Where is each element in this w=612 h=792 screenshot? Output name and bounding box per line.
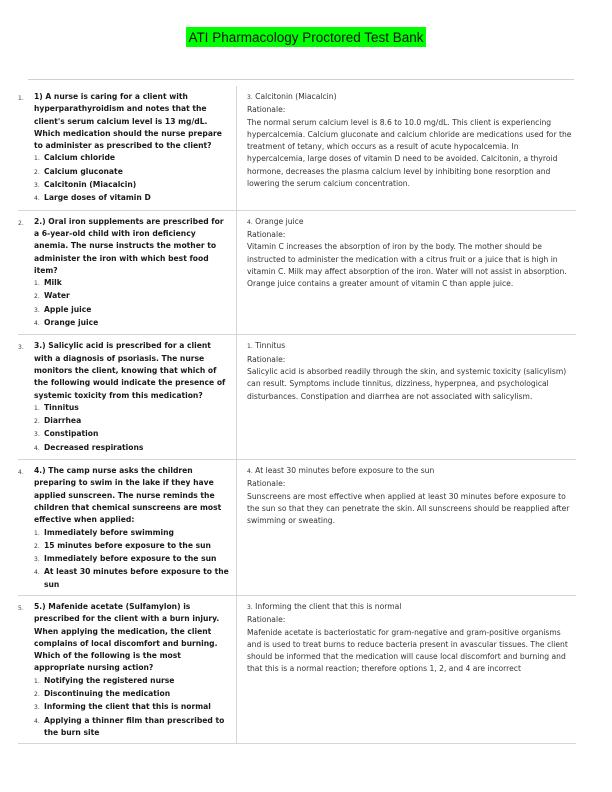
question-text: 2.) Oral iron supplements are prescribed for a 6-year-old child with iron deficiency anemia. The nurse instructs the mother to administer the iron with which best food item?	[34, 216, 224, 275]
answer-number: 3.	[247, 603, 253, 611]
rationale-text: The normal serum calcium level is 8.6 to 10.0 mg/dL. This client is experiencing hypercalcemia. Calcium gluconate and calcium chloride are medications used for the treatment of tetany, which occurs as a result of acute hypocalcemia. In hypercalcemia, large doses of vitamin D need to be avoided. Calcitonin, a thyroid hormone, decreases the plasma calcium level by inhibiting bone resorption and lowering the serum calcium concentration.	[247, 117, 572, 189]
answer-text: Tinnitus	[255, 341, 286, 351]
title-wrap	[0, 27, 612, 47]
option-text: At least 30 minutes before exposure to the sun	[44, 567, 229, 589]
option-number: 1.	[34, 404, 40, 412]
answer-cell	[237, 460, 576, 595]
option-text: Apple juice	[44, 304, 92, 314]
rationale-text: Vitamin C increases the absorption of iron by the body. The mother should be instructed to administer the medication with a citrus fruit or a juice that is high in vitamin C. Milk may affect absorption of the iron. Water will not assist in absorption. Orange juice contains a greater amount of vitamin C than apple juice.	[247, 242, 567, 289]
option-list	[34, 152, 230, 205]
option-item	[34, 415, 230, 428]
question-table	[18, 86, 576, 744]
question-cell	[34, 460, 237, 595]
option-item	[34, 540, 230, 553]
option-text: Notifying the registered nurse	[44, 675, 175, 685]
rationale-label: Rationale:	[247, 479, 286, 489]
option-item	[34, 402, 230, 415]
answer-number: 3.	[247, 94, 253, 101]
option-item	[34, 166, 230, 179]
answer-text: Orange juice	[255, 216, 304, 226]
rationale-label: Rationale:	[247, 615, 286, 625]
option-number: 1.	[34, 677, 40, 685]
answer-cell	[237, 335, 576, 459]
option-item	[34, 304, 230, 317]
rationale-label: Rationale:	[247, 105, 286, 115]
option-item	[34, 701, 230, 714]
option-number: 3.	[34, 431, 40, 439]
option-number: 4.	[34, 195, 40, 203]
option-text: Calcium gluconate	[44, 166, 123, 176]
option-text: Discontinuing the medication	[44, 689, 171, 699]
option-number: 3.	[34, 704, 40, 712]
answer-text: At least 30 minutes before exposure to the sun	[255, 466, 435, 476]
option-text: Decreased respirations	[44, 442, 144, 452]
option-item	[34, 688, 230, 701]
option-text: Immediately before swimming	[44, 527, 174, 537]
option-number: 4.	[34, 444, 40, 452]
option-text: Milk	[44, 278, 62, 288]
question-text: 5.) Mafenide acetate (Sulfamylon) is prescribed for the client with a burn injury. When applying the medication, the client complains of local discomfort and burning. Which of the following is the most appropriate nursing action?	[34, 601, 220, 673]
option-item	[34, 192, 230, 205]
option-text: Orange juice	[44, 318, 99, 328]
question-row	[18, 460, 576, 596]
question-number: 1.	[18, 95, 24, 102]
question-number: 4.	[18, 469, 24, 477]
question-row	[18, 596, 576, 744]
option-item	[34, 428, 230, 441]
option-number: 1.	[34, 529, 40, 537]
answer-line	[247, 91, 576, 104]
option-number: 3.	[34, 306, 40, 314]
question-number: 5.	[18, 604, 24, 612]
option-item	[34, 277, 230, 290]
rationale-label: Rationale:	[247, 229, 286, 239]
option-number: 2.	[34, 691, 40, 699]
option-text: Large doses of vitamin D	[44, 193, 151, 203]
question-row	[18, 335, 576, 460]
question-row	[18, 211, 576, 336]
question-text: 1) A nurse is caring for a client with hyperparathyroidism and notes that the client's serum calcium level is 13 mg/dL. Which medication should the nurse prepare to administer as prescribed to the client?	[34, 92, 222, 151]
rationale-label: Rationale:	[247, 354, 286, 364]
answer-line	[247, 601, 576, 614]
answer-line	[247, 216, 576, 229]
option-item	[34, 553, 230, 566]
question-row	[18, 86, 576, 211]
answer-number: 4.	[247, 218, 253, 226]
answer-cell	[237, 86, 576, 210]
question-cell	[34, 596, 237, 743]
option-item	[34, 715, 230, 740]
option-number: 3.	[34, 556, 40, 564]
question-cell	[34, 211, 237, 335]
option-text: Tinnitus	[44, 402, 79, 412]
option-list	[34, 277, 230, 330]
option-list	[34, 527, 230, 591]
option-text: 15 minutes before exposure to the sun	[44, 540, 211, 550]
answer-number: 1.	[247, 343, 253, 351]
question-text: 4.) The camp nurse asks the children preparing to swim in the lake if they have applied sunscreen. The nurse reminds the children that chemical sunscreens are most effective when applied:	[34, 466, 222, 525]
document-title: ATI Pharmacology Proctored Test Bank	[186, 27, 425, 47]
question-cell	[34, 335, 237, 459]
option-number: 2.	[34, 168, 40, 176]
option-number: 1.	[34, 155, 40, 163]
option-item	[34, 566, 230, 591]
rationale-text: Mafenide acetate is bacteriostatic for gram-negative and gram-positive organisms and is used to treat burns to reduce bacteria present in avascular tissues. The client should be informed that the medication will cause local discomfort and burning and that this is a normal reaction; therefore options 1, 2, and 4 are incorrect	[247, 627, 568, 674]
option-list	[34, 675, 230, 739]
option-item	[34, 152, 230, 165]
answer-text: Calcitonin (Miacalcin)	[255, 92, 337, 101]
option-list	[34, 402, 230, 455]
answer-cell	[237, 596, 576, 743]
question-number: 2.	[18, 219, 24, 227]
question-cell	[34, 86, 237, 210]
option-number: 4.	[34, 717, 40, 725]
option-item	[34, 317, 230, 330]
option-text: Informing the client that this is normal	[44, 702, 211, 712]
option-text: Applying a thinner film than prescribed to the burn site	[44, 715, 225, 737]
option-text: Calcitonin (Miacalcin)	[44, 180, 137, 190]
question-number: 3.	[18, 344, 24, 352]
option-text: Water	[44, 291, 70, 301]
option-number: 1.	[34, 280, 40, 288]
answer-text: Informing the client that this is normal	[255, 601, 402, 611]
option-number: 4.	[34, 569, 40, 577]
option-number: 4.	[34, 320, 40, 328]
option-text: Constipation	[44, 429, 99, 439]
option-text: Calcium chloride	[44, 153, 116, 163]
header-divider	[28, 79, 574, 80]
answer-number: 4.	[247, 468, 253, 476]
answer-line	[247, 340, 576, 353]
option-text: Diarrhea	[44, 416, 82, 426]
option-item	[34, 179, 230, 192]
option-number: 3.	[34, 182, 40, 190]
option-number: 2.	[34, 418, 40, 426]
option-number: 2.	[34, 293, 40, 301]
option-text: Immediately before exposure to the sun	[44, 554, 217, 564]
question-text: 3.) Salicylic acid is prescribed for a client with a diagnosis of psoriasis. The nurse monitors the client, knowing that which of the following would indicate the presence of systemic toxicity from this medication?	[34, 341, 226, 400]
option-item	[34, 675, 230, 688]
rationale-text: Sunscreens are most effective when applied at least 30 minutes before exposure to the sun so that they can penetrate the skin. All sunscreens should be reapplied after swimming or sweating.	[247, 491, 570, 526]
rationale-text: Salicylic acid is absorbed readily through the skin, and systemic toxicity (salicylism) can result. Symptoms include tinnitus, dizziness, hyperpnea, and psychological disturbances. Constipation and diarrhea are not associated with salicylism.	[247, 366, 567, 401]
option-item	[34, 527, 230, 540]
option-item	[34, 442, 230, 455]
answer-line	[247, 465, 576, 478]
option-item	[34, 290, 230, 303]
option-number: 2.	[34, 542, 40, 550]
answer-cell	[237, 211, 576, 335]
